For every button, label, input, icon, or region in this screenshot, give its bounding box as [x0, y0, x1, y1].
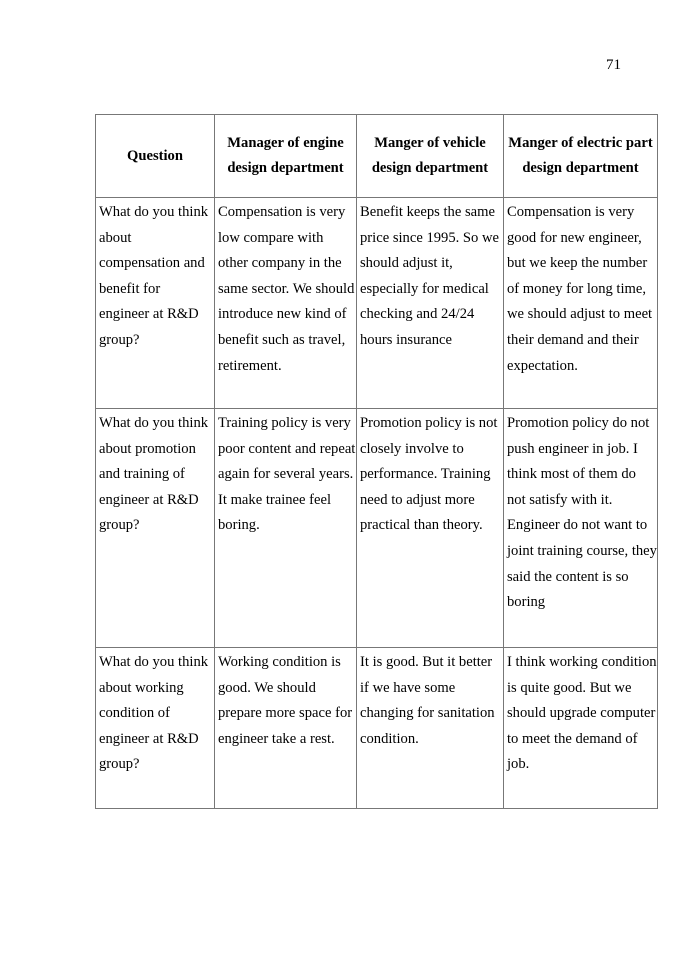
electric-answer-text: Compensation is very good for new engineer, but we keep the number of money for long time, we should adjust to meet their demand and their expectation.: [507, 204, 653, 374]
question-cell: [96, 648, 215, 809]
header-question: Question: [96, 115, 215, 198]
engine-answer-cell: [215, 648, 357, 809]
question-cell: [96, 198, 215, 409]
electric-answer-text: I think working condition is quite good. But we should upgrade computer to meet the demand of job.: [507, 654, 657, 773]
header-engine-manager: Manager of engine design department: [215, 115, 357, 198]
vehicle-answer-text: Promotion policy is not closely involve to performance. Training need to adjust more practical than theory.: [360, 415, 498, 534]
electric-answer-cell: [504, 648, 658, 809]
question-cell: [96, 409, 215, 648]
question-text: What do you think about working condition of engineer at R&D group?: [99, 654, 209, 773]
engine-answer-cell: [215, 409, 357, 648]
vehicle-answer-text: It is good. But it better if we have some changing for sanitation condition.: [360, 654, 495, 747]
vehicle-answer-cell: [357, 409, 504, 648]
electric-answer-cell: [504, 409, 658, 648]
page-number: 71: [606, 57, 621, 73]
electric-answer-cell: [504, 198, 658, 409]
header-vehicle-manager: Manger of vehicle design department: [357, 115, 504, 198]
vehicle-answer-cell: [357, 648, 504, 809]
engine-answer-cell: [215, 198, 357, 409]
interview-table: [95, 114, 658, 809]
engine-answer-text: Working condition is good. We should prepare more space for engineer take a rest.: [218, 654, 353, 747]
table-header-row: [96, 115, 658, 198]
electric-answer-text: Promotion policy do not push engineer in job. I think most of them do not satisfy with it. Engineer do not want to joint training course, they said the content is so boring: [507, 415, 657, 611]
vehicle-answer-cell: [357, 198, 504, 409]
engine-answer-text: Training policy is very poor content and repeat again for several years. It make trainee feel boring.: [218, 415, 356, 534]
header-electric-manager: Manger of electric part design department: [504, 115, 658, 198]
engine-answer-text: Compensation is very low compare with other company in the same sector. We should introduce new kind of benefit such as travel, retirement.: [218, 204, 355, 374]
table-row: [96, 198, 658, 409]
table-row: [96, 409, 658, 648]
question-text: What do you think about promotion and training of engineer at R&D group?: [99, 415, 209, 534]
table-row: [96, 648, 658, 809]
question-text: What do you think about compensation and benefit for engineer at R&D group?: [99, 204, 209, 348]
vehicle-answer-text: Benefit keeps the same price since 1995. So we should adjust it, especially for medical checking and 24/24 hours insurance: [360, 204, 500, 348]
